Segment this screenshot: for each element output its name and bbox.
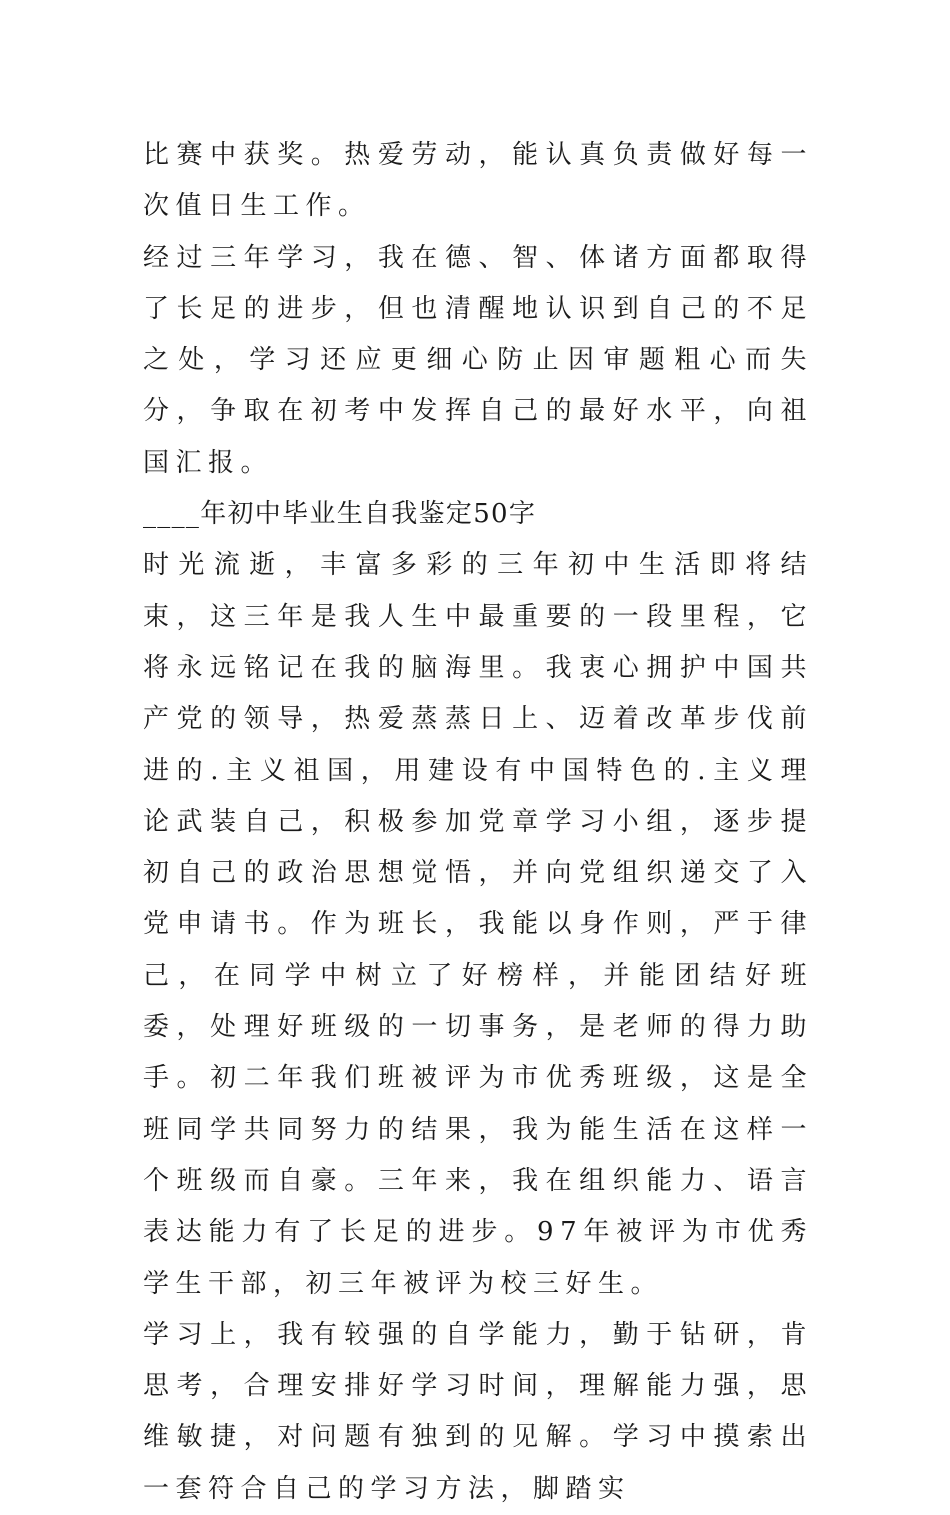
paragraph: 时光流逝，丰富多彩的三年初中生活即将结束，这三年是我人生中最重要的一段里程，它将永远铭记在我的脑海里。我衷心拥护中国共产党的领导，热爱蒸蒸日上、迈着改革步伐前进的.主义祖国，用建设有中国特色的.主义理论武装自己，积极参加党章学习小组，逐步提初自己的政治思想觉悟，并向党组织递交了入党申请书。作为班长，我能以身作则，严于律己，在同学中树立了好榜样，并能团结好班委，处理好班级的一切事务，是老师的得力助手。初二年我们班被评为市优秀班级，这是全班同学共同努力的结果，我为能生活在这样一个班级而自豪。三年来，我在组织能力、语言表达能力有了长足的进步。97年被评为市优秀学生干部，初三年被评为校三好生。 xyxy=(143,550,813,1299)
section-heading: ____年初中毕业生自我鉴定50字 xyxy=(143,499,537,530)
paragraph: 经过三年学习，我在德、智、体诸方面都取得了长足的进步，但也清醒地认识到自己的不足之处，学习还应更细心防止因审题粗心而失分，争取在初考中发挥自己的最好水平，向祖国汇报。 xyxy=(143,242,813,478)
document-body xyxy=(143,130,813,1515)
paragraph: 学习上，我有较强的自学能力，勤于钻研，肯思考，合理安排好学习时间，理解能力强，思维敏捷，对问题有独到的见解。学习中摸索出一套符合自己的学习方法，脚踏实 xyxy=(143,1319,813,1504)
paragraph: 比赛中获奖。热爱劳动，能认真负责做好每一次值日生工作。 xyxy=(143,140,813,222)
